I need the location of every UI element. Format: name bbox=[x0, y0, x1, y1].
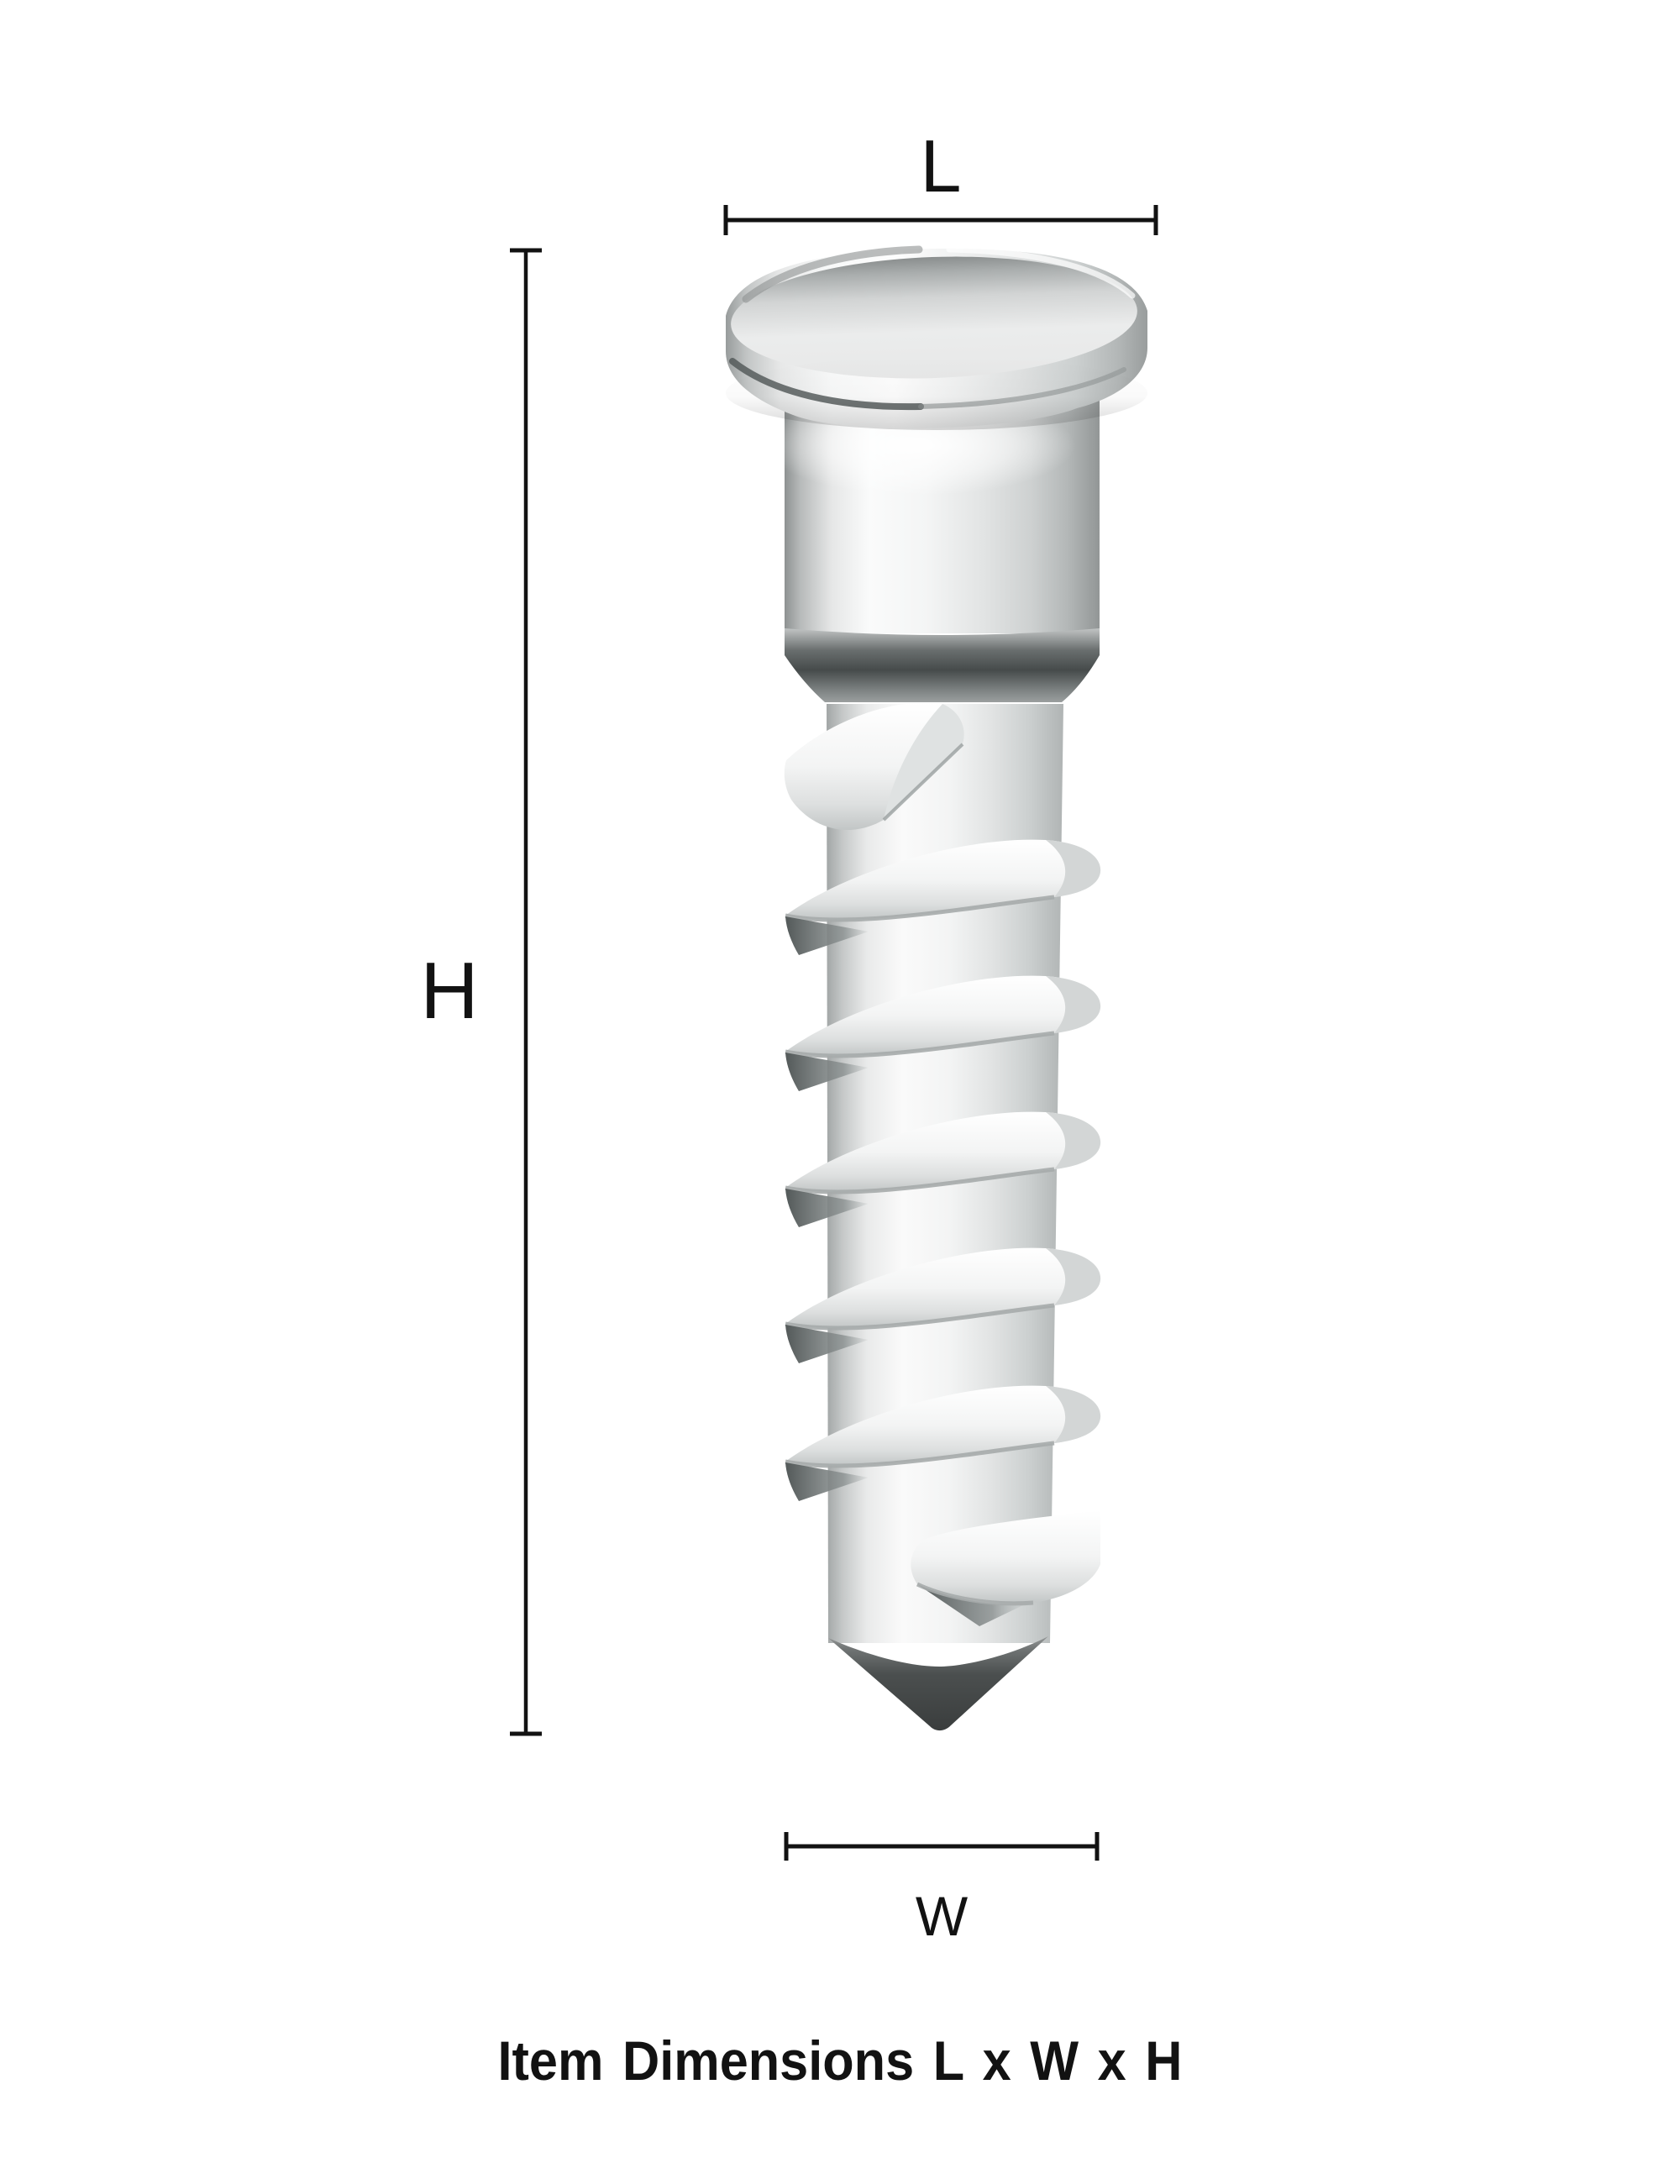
screw-bevel-ring bbox=[785, 628, 1100, 702]
dimension-width bbox=[786, 1832, 1097, 1947]
screw-illustration bbox=[726, 249, 1147, 1730]
dimension-label-height: H bbox=[420, 946, 479, 1036]
figure-caption: Item Dimensions L x W x H bbox=[497, 2029, 1183, 2092]
dimension-length bbox=[726, 124, 1156, 235]
dimension-height bbox=[420, 250, 542, 1734]
dimension-label-width: W bbox=[915, 1885, 969, 1947]
dimension-label-length: L bbox=[920, 124, 962, 207]
screw-tip-cone bbox=[828, 1636, 1048, 1730]
screw-head bbox=[726, 249, 1147, 430]
